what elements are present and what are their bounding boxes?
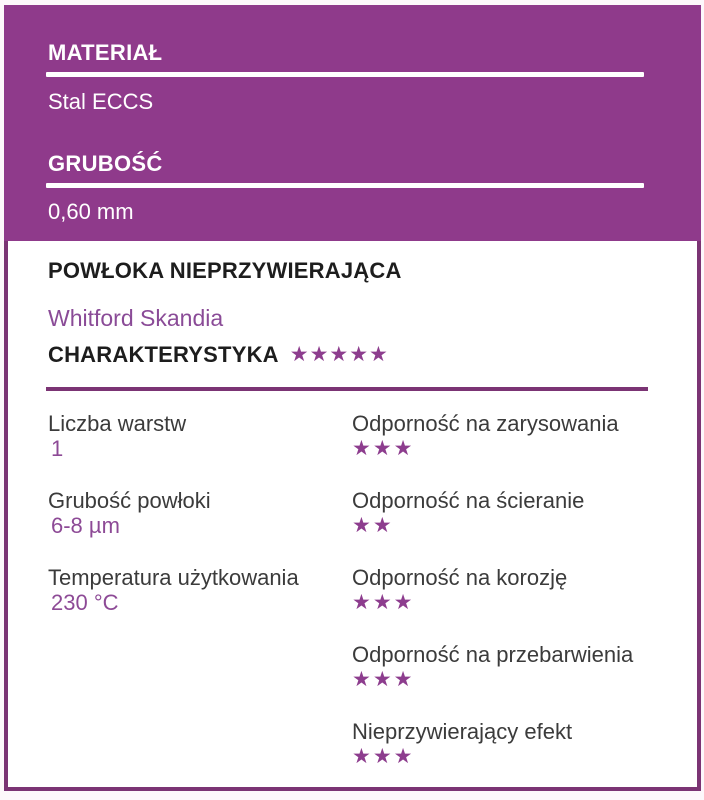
thickness-underline: [46, 183, 644, 188]
property-row: [352, 565, 692, 615]
property-label: Odporność na zarysowania: [352, 411, 619, 436]
property-label: Liczba warstw: [48, 411, 187, 436]
rating-stars: ★★★: [352, 745, 415, 768]
property-row: [48, 488, 348, 538]
rating-stars: ★★★: [352, 668, 415, 691]
property-row: [48, 565, 348, 615]
material-value: Stal ECCS: [48, 89, 154, 114]
rating-stars: ★★: [352, 514, 394, 537]
coating-heading: POWŁOKA NIEPRZYWIERAJĄCA: [48, 258, 402, 283]
material-heading: MATERIAŁ: [48, 40, 163, 65]
property-value: 1: [51, 436, 64, 461]
rating-stars: ★★★: [352, 591, 415, 614]
property-label: Grubość powłoki: [48, 488, 211, 513]
overall-rating-stars: ★★★★★: [289, 343, 389, 366]
property-value: 230 °C: [51, 590, 119, 615]
thickness-heading: GRUBOŚĆ: [48, 151, 163, 176]
rating-stars: ★★★: [352, 437, 415, 460]
properties-column-right: [352, 411, 692, 796]
property-label: Odporność na przebarwienia: [352, 642, 634, 667]
property-row: [352, 488, 692, 538]
thickness-value: 0,60 mm: [48, 199, 134, 224]
property-row: [48, 411, 348, 461]
material-thickness-section: [4, 5, 701, 241]
characteristics-heading: CHARAKTERYSTYKA: [48, 342, 279, 367]
characteristics-row: [48, 342, 389, 368]
property-value: 6-8 µm: [51, 513, 120, 538]
property-label: Odporność na korozję: [352, 565, 568, 590]
property-row: [352, 719, 692, 769]
coating-brand: Whitford Skandia: [48, 305, 224, 331]
property-label: Temperatura użytkowania: [48, 565, 299, 590]
section-divider: [46, 387, 648, 391]
properties-column-left: [48, 411, 348, 642]
property-label: Nieprzywierający efekt: [352, 719, 573, 744]
property-label: Odporność na ścieranie: [352, 488, 585, 513]
property-row: [352, 411, 692, 461]
property-row: [352, 642, 692, 692]
material-underline: [46, 72, 644, 77]
coating-panel: [4, 241, 701, 791]
